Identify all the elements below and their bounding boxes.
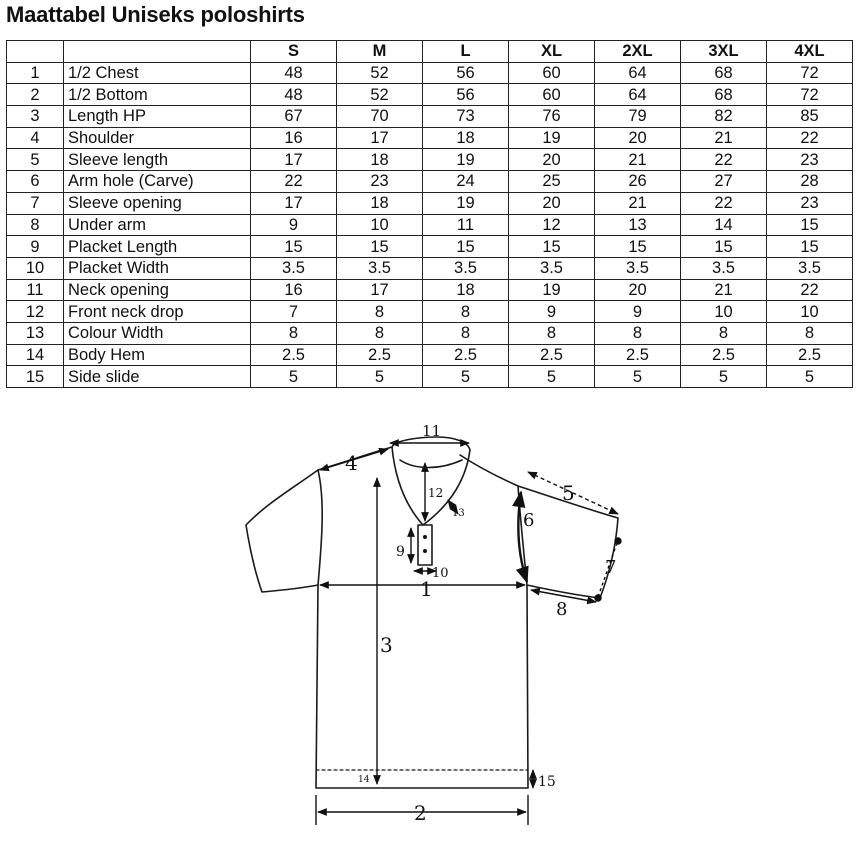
measurement-value: 48 [251, 62, 337, 84]
measurement-value: 5 [251, 366, 337, 388]
measurement-value: 85 [767, 106, 853, 128]
measurement-value: 8 [423, 301, 509, 323]
measurement-value: 19 [509, 279, 595, 301]
measurement-label: 1/2 Chest [64, 62, 251, 84]
measurement-label: Body Hem [64, 344, 251, 366]
row-number: 13 [7, 322, 64, 344]
measurement-value: 56 [423, 62, 509, 84]
measurement-value: 5 [509, 366, 595, 388]
measurement-value: 10 [767, 301, 853, 323]
measurement-value: 10 [337, 214, 423, 236]
table-row [7, 171, 853, 193]
label-4-shoulder: 4 [345, 451, 358, 475]
measurement-value: 82 [681, 106, 767, 128]
page-title: Maattabel Uniseks poloshirts [6, 2, 305, 27]
measurement-value: 23 [767, 149, 853, 171]
table-row [7, 127, 853, 149]
label-12-front-neck-drop: 12 [428, 486, 444, 500]
measurement-value: 3.5 [509, 257, 595, 279]
table-row [7, 301, 853, 323]
measurement-value: 8 [337, 301, 423, 323]
measurement-value: 17 [251, 149, 337, 171]
row-number: 11 [7, 279, 64, 301]
row-number: 15 [7, 366, 64, 388]
row-number: 12 [7, 301, 64, 323]
measurement-label: Shoulder [64, 127, 251, 149]
measurement-label: Placket Width [64, 257, 251, 279]
measurement-value: 22 [767, 127, 853, 149]
table-row [7, 257, 853, 279]
measurement-value: 18 [337, 149, 423, 171]
label-11-neck-opening: 11 [422, 422, 442, 440]
row-number: 10 [7, 257, 64, 279]
table-header-size: 2XL [595, 41, 681, 63]
measurement-label: Placket Length [64, 236, 251, 258]
measurement-value: 5 [595, 366, 681, 388]
measurement-value: 19 [423, 149, 509, 171]
table-row [7, 366, 853, 388]
measurement-value: 17 [337, 279, 423, 301]
table-header-size: 3XL [681, 41, 767, 63]
measurement-value: 19 [423, 192, 509, 214]
measurement-value: 2.5 [681, 344, 767, 366]
polo-shirt-diagram [0, 410, 860, 850]
measurement-value: 18 [337, 192, 423, 214]
measurement-value: 8 [337, 322, 423, 344]
measurement-value: 68 [681, 84, 767, 106]
measurement-label: Length HP [64, 106, 251, 128]
measurement-value: 15 [337, 236, 423, 258]
measurement-value: 8 [681, 322, 767, 344]
measurement-label: Neck opening [64, 279, 251, 301]
measurement-value: 5 [767, 366, 853, 388]
table-row [7, 279, 853, 301]
measurement-value: 5 [337, 366, 423, 388]
measurement-value: 20 [509, 149, 595, 171]
label-9-placket-length: 9 [396, 544, 405, 560]
measurement-value: 15 [509, 236, 595, 258]
table-row [7, 192, 853, 214]
measurement-value: 15 [681, 236, 767, 258]
label-15-side-slit: 15 [538, 774, 556, 790]
measurement-value: 28 [767, 171, 853, 193]
row-number: 4 [7, 127, 64, 149]
table-header-row [7, 41, 853, 63]
table-row [7, 106, 853, 128]
measurement-value: 2.5 [595, 344, 681, 366]
table-row [7, 62, 853, 84]
label-3-length: 3 [380, 633, 393, 657]
table-header-blank [64, 41, 251, 63]
measurement-label: Side slide [64, 366, 251, 388]
table-row [7, 236, 853, 258]
row-number: 8 [7, 214, 64, 236]
measurement-value: 2.5 [251, 344, 337, 366]
measurement-value: 72 [767, 84, 853, 106]
measurement-value: 8 [595, 322, 681, 344]
measurement-label: Front neck drop [64, 301, 251, 323]
label-6-arm-hole: 6 [523, 510, 535, 531]
measurement-value: 3.5 [681, 257, 767, 279]
measurement-value: 2.5 [423, 344, 509, 366]
measurement-value: 24 [423, 171, 509, 193]
measurement-value: 3.5 [337, 257, 423, 279]
measurement-value: 56 [423, 84, 509, 106]
measurement-value: 3.5 [251, 257, 337, 279]
label-5-sleeve-length: 5 [562, 481, 575, 505]
label-13-colour-width: 13 [452, 508, 465, 519]
measurement-value: 25 [509, 171, 595, 193]
measurement-value: 67 [251, 106, 337, 128]
measurement-value: 22 [681, 149, 767, 171]
measurement-value: 17 [337, 127, 423, 149]
measurement-value: 22 [681, 192, 767, 214]
measurement-value: 9 [251, 214, 337, 236]
measurement-value: 23 [337, 171, 423, 193]
measurement-value: 7 [251, 301, 337, 323]
label-2-bottom: 2 [414, 801, 427, 825]
measurement-value: 64 [595, 62, 681, 84]
measurement-value: 20 [595, 127, 681, 149]
measurement-value: 70 [337, 106, 423, 128]
measurement-value: 15 [251, 236, 337, 258]
measurement-label: Arm hole (Carve) [64, 171, 251, 193]
measurement-value: 19 [509, 127, 595, 149]
row-number: 7 [7, 192, 64, 214]
row-number: 5 [7, 149, 64, 171]
measurement-value: 16 [251, 127, 337, 149]
measurement-value: 68 [681, 62, 767, 84]
row-number: 6 [7, 171, 64, 193]
measurement-value: 72 [767, 62, 853, 84]
measurement-value: 13 [595, 214, 681, 236]
table-header-size: L [423, 41, 509, 63]
row-number: 3 [7, 106, 64, 128]
left-sleeve [246, 470, 318, 592]
measurement-value: 22 [251, 171, 337, 193]
measurement-value: 3.5 [595, 257, 681, 279]
measurement-value: 14 [681, 214, 767, 236]
table-row [7, 84, 853, 106]
row-number: 9 [7, 236, 64, 258]
measurement-value: 15 [767, 214, 853, 236]
measurement-value: 18 [423, 279, 509, 301]
measurement-value: 8 [423, 322, 509, 344]
measurement-value: 23 [767, 192, 853, 214]
measurement-value: 21 [595, 149, 681, 171]
measurement-value: 21 [681, 127, 767, 149]
table-row [7, 149, 853, 171]
table-header-size: XL [509, 41, 595, 63]
measurement-value: 10 [681, 301, 767, 323]
measurement-value: 5 [681, 366, 767, 388]
placket [418, 525, 432, 565]
measurement-value: 73 [423, 106, 509, 128]
measurement-value: 48 [251, 84, 337, 106]
measurement-value: 26 [595, 171, 681, 193]
row-number: 14 [7, 344, 64, 366]
measurement-value: 5 [423, 366, 509, 388]
measurement-value: 15 [595, 236, 681, 258]
measurement-value: 79 [595, 106, 681, 128]
measurement-value: 52 [337, 62, 423, 84]
measurement-value: 8 [251, 322, 337, 344]
measurement-value: 11 [423, 214, 509, 236]
measurement-value: 18 [423, 127, 509, 149]
collar-inner [400, 460, 462, 468]
measurement-value: 52 [337, 84, 423, 106]
table-row [7, 344, 853, 366]
measurement-value: 2.5 [767, 344, 853, 366]
measurement-value: 64 [595, 84, 681, 106]
table-header-size: 4XL [767, 41, 853, 63]
measurement-value: 12 [509, 214, 595, 236]
measurement-value: 2.5 [337, 344, 423, 366]
table-row [7, 214, 853, 236]
label-14-body-hem: 14 [358, 775, 370, 785]
measurement-value: 76 [509, 106, 595, 128]
row-number: 2 [7, 84, 64, 106]
table-header-size: M [337, 41, 423, 63]
table-header-size: S [251, 41, 337, 63]
size-table [6, 40, 853, 388]
measurement-value: 16 [251, 279, 337, 301]
label-1-chest: 1 [420, 577, 433, 601]
label-10-placket-width: 10 [432, 566, 449, 581]
measurement-label: Sleeve opening [64, 192, 251, 214]
measurement-label: 1/2 Bottom [64, 84, 251, 106]
table-row [7, 322, 853, 344]
measurement-value: 8 [509, 322, 595, 344]
label-7-sleeve-opening: 7 [605, 557, 617, 578]
measurement-value: 27 [681, 171, 767, 193]
measurement-value: 20 [509, 192, 595, 214]
measurement-label: Under arm [64, 214, 251, 236]
measurement-label: Sleeve length [64, 149, 251, 171]
measurement-value: 9 [595, 301, 681, 323]
table-header-blank [7, 41, 64, 63]
measurement-value: 3.5 [423, 257, 509, 279]
measurement-value: 2.5 [509, 344, 595, 366]
measurement-value: 22 [767, 279, 853, 301]
measurement-value: 15 [767, 236, 853, 258]
measurement-value: 3.5 [767, 257, 853, 279]
right-shoulder [460, 455, 527, 585]
measurement-value: 9 [509, 301, 595, 323]
row-number: 1 [7, 62, 64, 84]
measurement-value: 8 [767, 322, 853, 344]
measurement-value: 60 [509, 62, 595, 84]
measurement-value: 21 [595, 192, 681, 214]
measurement-value: 15 [423, 236, 509, 258]
measurement-label: Colour Width [64, 322, 251, 344]
measurement-value: 20 [595, 279, 681, 301]
measurement-value: 17 [251, 192, 337, 214]
label-8-under-arm: 8 [556, 599, 568, 620]
measurement-value: 60 [509, 84, 595, 106]
shirt-body-outline [316, 585, 528, 788]
measurement-value: 21 [681, 279, 767, 301]
